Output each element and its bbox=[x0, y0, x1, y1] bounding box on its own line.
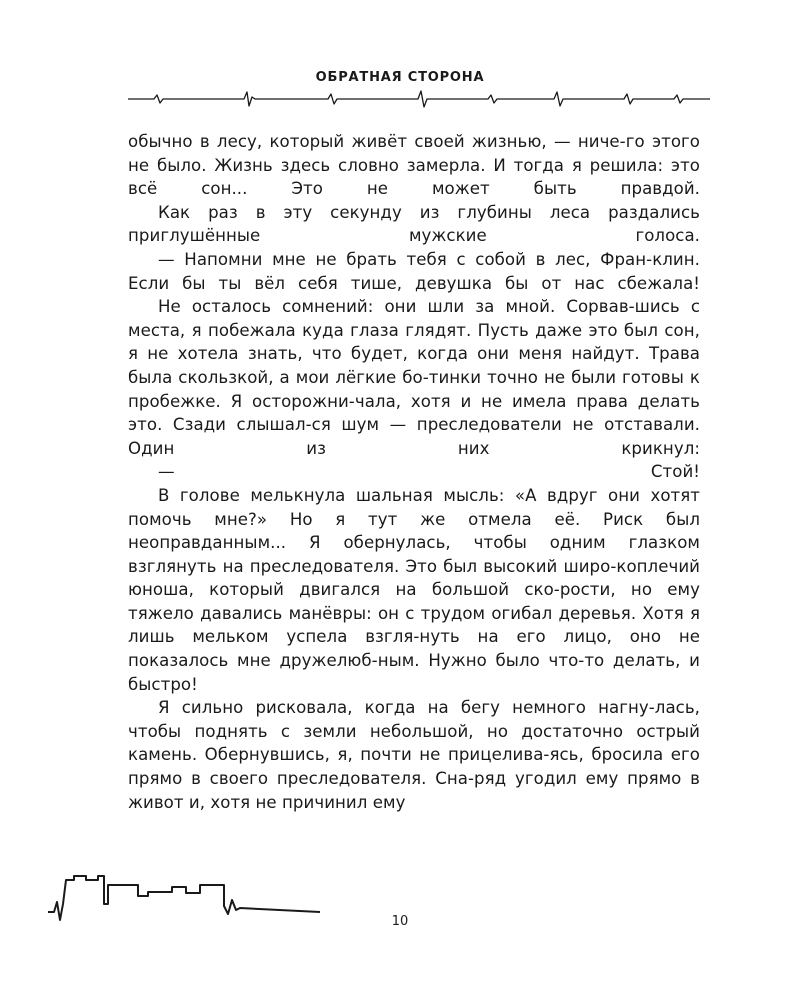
heartbeat-line-ornament bbox=[128, 88, 710, 110]
running-title: ОБРАТНАЯ СТОРОНА bbox=[315, 70, 485, 85]
body-text bbox=[128, 130, 700, 814]
paragraph: Не осталось сомнений: они шли за мной. Сорвав-шись с места, я побежала куда глаза глядят. Пусть даже это был сон, я не хотела знать, что будет, когда они меня найдут. Трава была скользкой, а мои лёгкие бо-тинки точно не были готовы к пробежке. Я осторожни-чала, хотя и не имела права делать это. Сзади слышал-ся шум — преследователи не отставали. Один из них крикнул: bbox=[128, 297, 700, 458]
page-number: 10 bbox=[391, 914, 409, 929]
paragraph: В голове мелькнула шальная мысль: «А вдруг они хотят помочь мне?» Но я тут же отмела её. Риск был неоправданным... Я обернулась, чтобы одним глазком взглянуть на преследователя. Это был высокий широ-коплечий юноша, который двигался на большой ско-рости, но ему тяжело давались манёвры: он с трудом огибал деревья. Хотя я лишь мельком успела взгля-нуть на его лицо, оно не показалось мне дружелюб-ным. Нужно было что-то делать, и быстро! bbox=[128, 485, 700, 694]
paragraph: — Стой! bbox=[158, 462, 700, 482]
paragraph: Как раз в эту секунду из глубины леса раздались приглушённые мужские голоса. bbox=[128, 202, 700, 246]
paragraph: — Напомни мне не брать тебя с собой в лес, Фран-клин. Если бы ты вёл себя тише, девушка бы от нас сбежала! bbox=[128, 249, 700, 293]
paragraph: обычно в лесу, который живёт своей жизнью, — ниче-го этого не было. Жизнь здесь словно замерла. И тогда я решила: это всё сон... Это не может быть правдой. bbox=[128, 132, 700, 199]
paragraph: Я сильно рисковала, когда на бегу немного нагну-лась, чтобы поднять с земли небольшой, но достаточно острый камень. Обернувшись, я, почти не прицелива-ясь, бросила его прямо в своего преследователя. Сна-ряд угодил ему прямо в живот и, хотя не причинил ему bbox=[128, 698, 700, 812]
